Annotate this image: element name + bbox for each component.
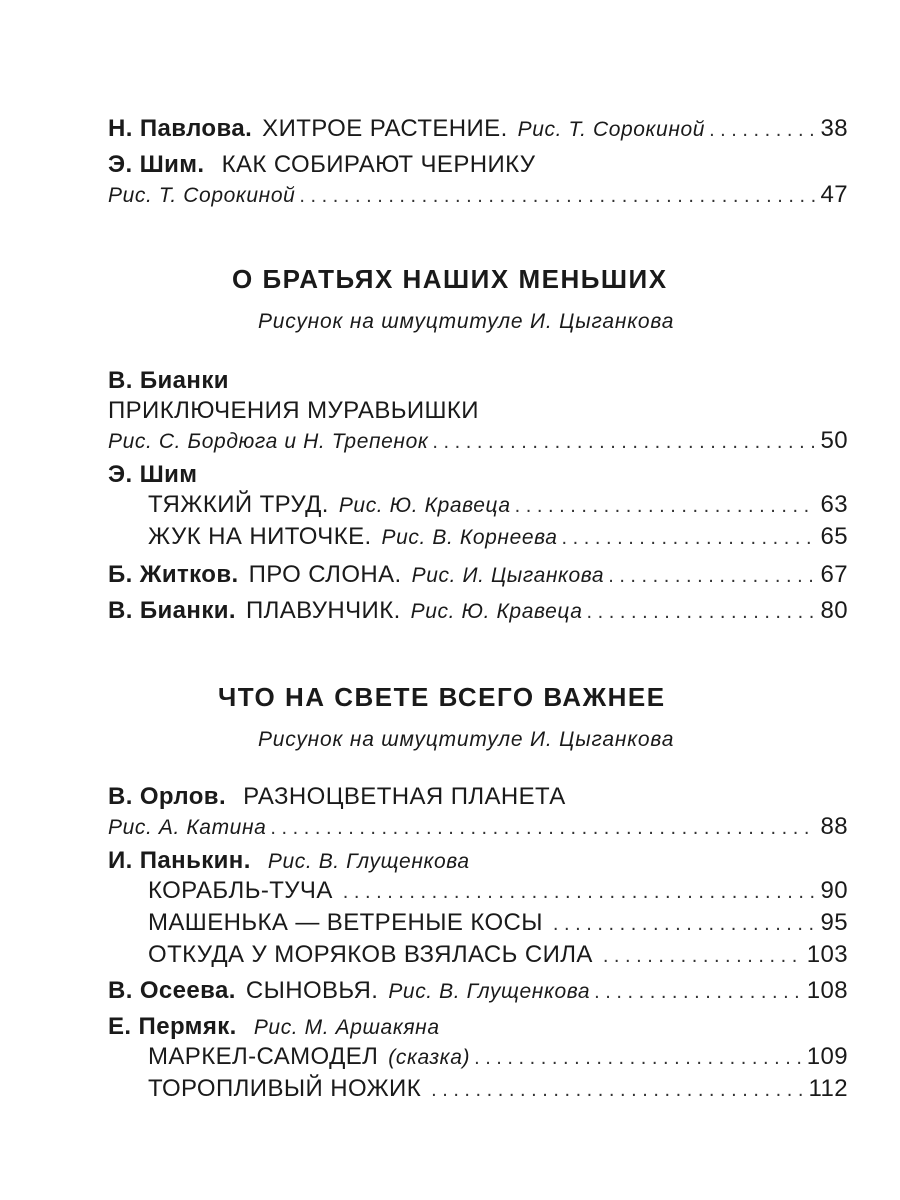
entry-illustrator: Рис. И. Цыганкова	[411, 564, 605, 587]
entry-title: КАК СОБИРАЮТ ЧЕРНИКУ	[221, 151, 536, 178]
toc-entry	[108, 180, 848, 211]
entry-illustrator: (сказка)	[388, 1046, 471, 1069]
toc-entry	[148, 1074, 848, 1105]
leader-dots	[431, 1075, 802, 1105]
toc-entry	[108, 396, 489, 426]
toc-entry	[148, 522, 848, 553]
entry-title: ОТКУДА У МОРЯКОВ ВЗЯЛАСЬ СИЛА	[148, 941, 593, 968]
entry-page-number: 80	[820, 597, 848, 624]
entry-author: Б. Житков.	[108, 561, 239, 588]
toc-entry	[108, 460, 207, 490]
leader-dots	[553, 909, 815, 939]
entry-illustrator: Рис. В. Корнеева	[381, 526, 558, 549]
entry-page-number: 67	[820, 561, 848, 588]
entry-author: Э. Шим.	[108, 151, 205, 178]
toc-entry	[108, 596, 848, 627]
toc-entry	[148, 490, 848, 521]
toc-entry	[108, 812, 848, 843]
leader-dots	[299, 181, 814, 211]
entry-page-number: 95	[820, 909, 848, 936]
leader-dots	[709, 115, 814, 145]
toc-entry	[108, 560, 848, 591]
entry-title: РАЗНОЦВЕТНАЯ ПЛАНЕТА	[243, 783, 566, 810]
entry-title: КОРАБЛЬ-ТУЧА	[148, 877, 333, 904]
leader-dots	[270, 813, 814, 843]
toc-entry	[108, 782, 576, 812]
toc-entry	[148, 940, 848, 971]
entry-title: ПРО СЛОНА.	[248, 561, 402, 588]
leader-dots	[562, 523, 815, 553]
section-heading: ЧТО НА СВЕТЕ ВСЕГО ВАЖНЕЕ	[218, 682, 666, 712]
section-heading: О БРАТЬЯХ НАШИХ МЕНЬШИХ	[232, 264, 668, 294]
entry-illustrator: Рис. Т. Сорокиной	[517, 118, 706, 141]
leader-dots	[587, 597, 815, 627]
toc-entry	[108, 114, 848, 145]
entry-page-number: 63	[820, 491, 848, 518]
leader-dots	[608, 561, 814, 591]
toc-entry	[148, 1042, 848, 1073]
leader-dots	[515, 491, 815, 521]
toc-entry	[108, 426, 848, 457]
entry-title: СЫНОВЬЯ.	[245, 977, 379, 1004]
entry-page-number: 50	[820, 427, 848, 454]
entry-title: ТЯЖКИЙ ТРУД.	[148, 491, 329, 518]
leader-dots	[594, 977, 801, 1007]
entry-illustrator: Рис. С. Бордюга и Н. Трепенок	[108, 430, 429, 453]
entry-illustrator: Рис. В. Глущенкова	[388, 980, 591, 1003]
entry-title: МАШЕНЬКА — ВЕТРЕНЫЕ КОСЫ	[148, 909, 543, 936]
leader-dots	[343, 877, 815, 907]
entry-page-number: 90	[820, 877, 848, 904]
entry-author: В. Осеева.	[108, 977, 236, 1004]
entry-page-number: 88	[820, 813, 848, 840]
entry-title: ТОРОПЛИВЫЙ НОЖИК	[148, 1075, 422, 1102]
toc-entry	[108, 150, 545, 180]
entry-title: ПРИКЛЮЧЕНИЯ МУРАВЬИШКИ	[108, 397, 479, 424]
entry-author: В. Бианки	[108, 367, 229, 394]
section-subheading: Рисунок на шмуцтитуле И. Цыганкова	[258, 310, 675, 333]
entry-title: МАРКЕЛ-САМОДЕЛ	[148, 1043, 379, 1070]
leader-dots	[603, 941, 801, 971]
toc-entry	[108, 976, 848, 1007]
entry-author: И. Панькин.	[108, 847, 251, 874]
entry-illustrator: Рис. В. Глущенкова	[267, 850, 470, 873]
entry-illustrator: Рис. Ю. Кравеца	[338, 494, 511, 517]
toc-entry	[108, 366, 239, 396]
entry-author: В. Орлов.	[108, 783, 227, 810]
entry-author: В. Бианки.	[108, 597, 236, 624]
entry-illustrator: Рис. А. Катина	[108, 816, 267, 839]
entry-title: ПЛАВУНЧИК.	[245, 597, 401, 624]
entry-author: Н. Павлова.	[108, 115, 253, 142]
entry-illustrator: Рис. Т. Сорокиной	[108, 184, 296, 207]
entry-page-number: 109	[806, 1043, 848, 1070]
toc-entry	[148, 908, 848, 939]
entry-page-number: 108	[806, 977, 848, 1004]
toc-entry	[148, 876, 848, 907]
entry-page-number: 103	[806, 941, 848, 968]
section-subheading: Рисунок на шмуцтитуле И. Цыганкова	[258, 728, 675, 751]
entry-page-number: 65	[820, 523, 848, 550]
entry-page-number: 47	[820, 181, 848, 208]
entry-author: Е. Пермяк.	[108, 1013, 237, 1040]
toc-entry	[108, 1012, 444, 1043]
entry-page-number: 38	[820, 115, 848, 142]
entry-page-number: 112	[808, 1075, 848, 1102]
entry-author: Э. Шим	[108, 461, 198, 488]
entry-illustrator: Рис. Ю. Кравеца	[410, 600, 583, 623]
entry-title: ЖУК НА НИТОЧКЕ.	[148, 523, 372, 550]
entry-illustrator: Рис. М. Аршакяна	[253, 1016, 440, 1039]
leader-dots	[432, 427, 814, 457]
toc-entry	[108, 846, 474, 877]
leader-dots	[474, 1043, 801, 1073]
entry-title: ХИТРОЕ РАСТЕНИЕ.	[262, 115, 508, 142]
